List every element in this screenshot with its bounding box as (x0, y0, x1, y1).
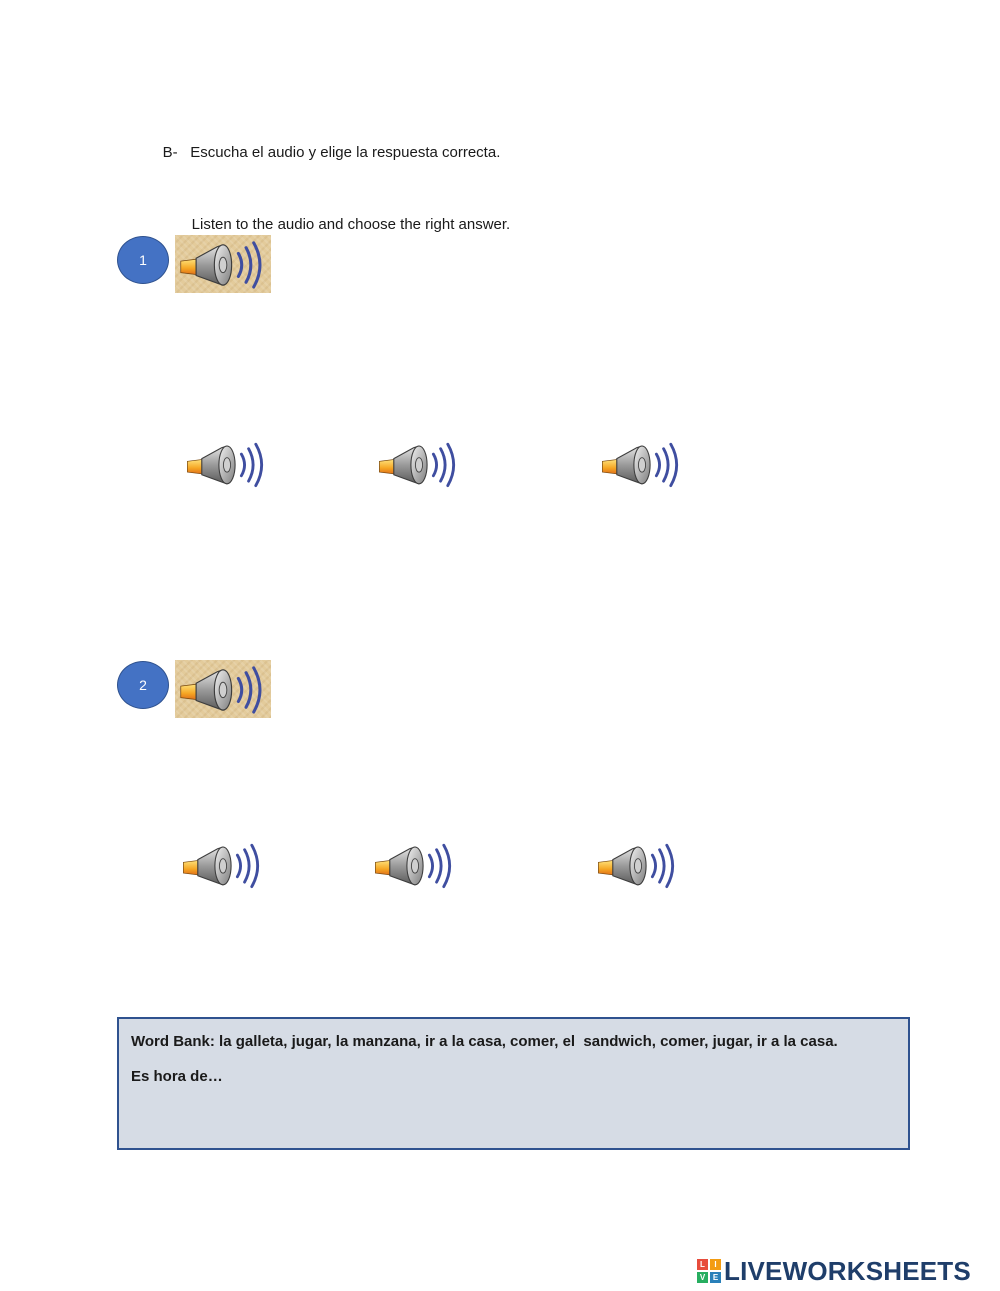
instruction-spanish-row (146, 117, 510, 189)
question-2-option-2-audio[interactable] (368, 838, 462, 892)
instruction-marker: B- (162, 144, 178, 161)
speaker-icon (176, 838, 270, 892)
speaker-icon (591, 838, 685, 892)
liveworksheets-logo-icon: L I V E (697, 1259, 721, 1283)
speaker-icon (368, 838, 462, 892)
speaker-icon (175, 660, 271, 718)
question-number-badge: 2 (117, 661, 169, 709)
word-bank-prompt: Es hora de… (131, 1068, 223, 1085)
word-bank-box (117, 1017, 910, 1150)
question-2-audio-button[interactable] (175, 660, 271, 718)
instruction-spanish: Escucha el audio y elige la respuesta correcta. (190, 144, 501, 161)
speaker-icon (180, 437, 274, 491)
question-number-badge: 1 (117, 236, 169, 284)
question-2-option-3-audio[interactable] (591, 838, 685, 892)
speaker-icon (595, 437, 689, 491)
liveworksheets-brand (697, 1256, 971, 1286)
question-1-option-1-audio[interactable] (180, 437, 274, 491)
question-2-option-1-audio[interactable] (176, 838, 270, 892)
question-1-option-3-audio[interactable] (595, 437, 689, 491)
speaker-icon (175, 235, 271, 293)
speaker-icon (372, 437, 466, 491)
brand-name: LIVEWORKSHEETS (724, 1255, 971, 1286)
instruction-english: Listen to the audio and choose the right answer. (191, 216, 511, 233)
question-1-audio-button[interactable] (175, 235, 271, 293)
word-bank-text: Word Bank: la galleta, jugar, la manzana, ir a la casa, comer, el sandwich, comer, jugar, ir a la casa. (131, 1033, 838, 1050)
question-1-option-2-audio[interactable] (372, 437, 466, 491)
